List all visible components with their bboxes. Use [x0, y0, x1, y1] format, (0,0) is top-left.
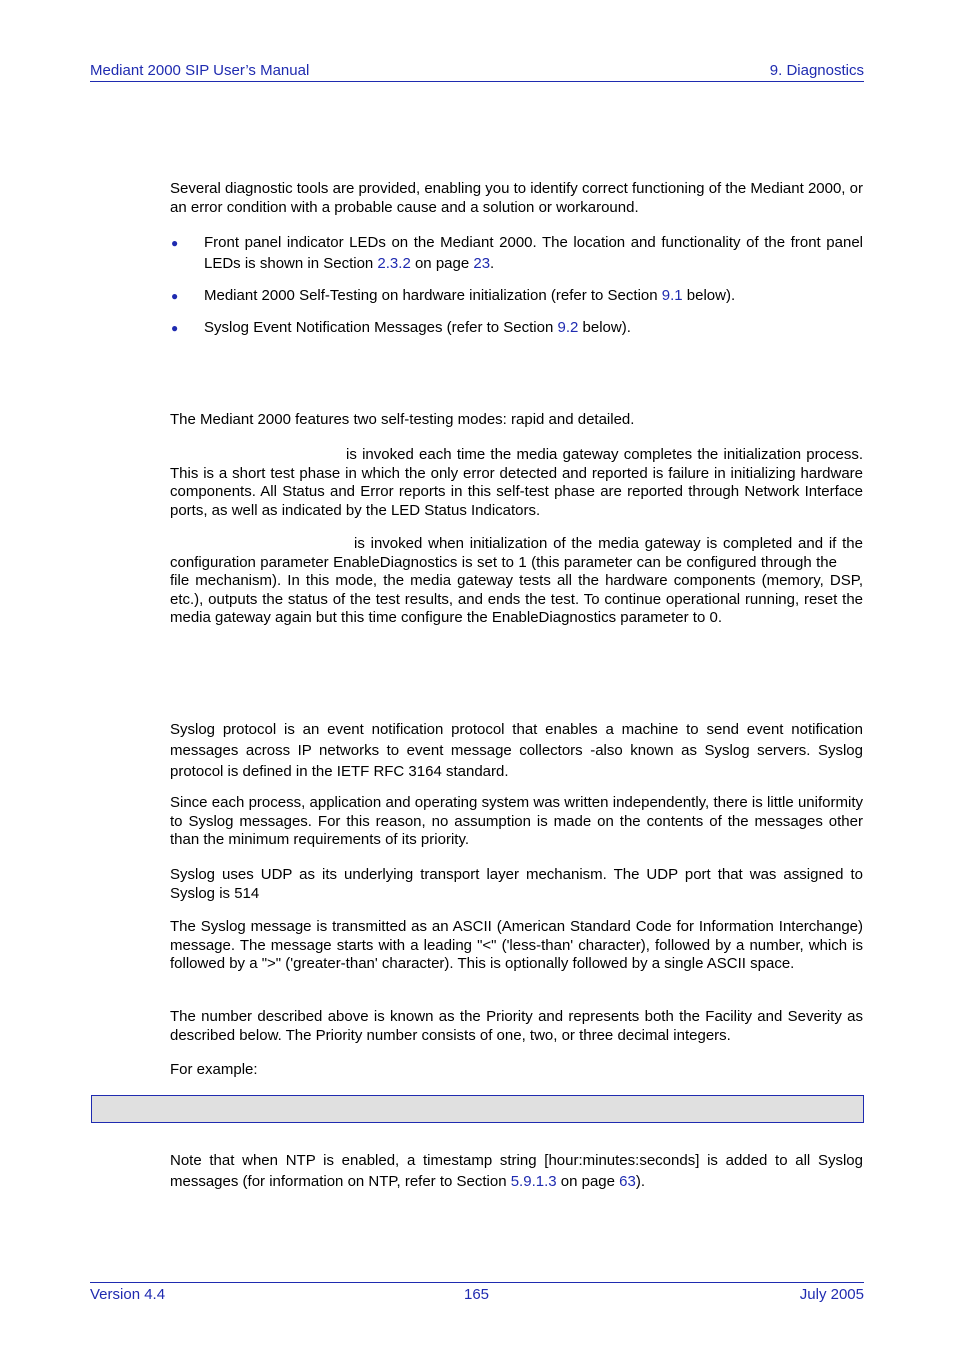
- footer-page-number: 165: [464, 1286, 490, 1303]
- page-footer: [90, 1282, 864, 1303]
- bullet-icon: ●: [171, 321, 179, 335]
- section-link[interactable]: 9.1: [661, 287, 683, 304]
- rapid-test-paragraph: is invoked each time the media gateway completes the initialization process. This is a short test phase in which the only error detected and reported is failure in initializing hardware components. All Status and Error reports in this self-test phase are reported through Network Interface ports, as well as indicated by the LED Status Indicators.: [170, 446, 863, 519]
- syslog-paragraph: Syslog uses UDP as its underlying transport layer mechanism. The UDP port that was assigned to Syslog is 514: [170, 866, 863, 902]
- page-link[interactable]: 23: [473, 255, 491, 272]
- header-chapter: 9. Diagnostics: [769, 62, 864, 79]
- syslog-paragraph: The Syslog message is transmitted as an ASCII (American Standard Code for Information Interchange) message. The message starts with a leading "<" ('less-than' character), followed by a number, which is followed by a ">" ('greater-than' character). This is optionally followed by a single ASCII space.: [170, 918, 863, 972]
- intro-paragraph: Several diagnostic tools are provided, enabling you to identify correct functioning of the Mediant 2000, or an error condition with a probable cause and a solution or workaround.: [170, 180, 863, 216]
- ntp-note: Note that when NTP is enabled, a timestamp string [hour:minutes:seconds] is added to all Syslog messages (for information on NTP, refer to Section 5.9.1.3 on page 63).: [170, 1152, 863, 1190]
- list-item: Syslog Event Notification Messages (refer to Section 9.2 below).: [204, 319, 631, 336]
- footer-date: July 2005: [799, 1286, 864, 1303]
- syslog-paragraph: The number described above is known as the Priority and represents both the Facility and Severity as described below. The Priority number consists of one, two, or three decimal integers.: [170, 1008, 863, 1044]
- example-code-box: [91, 1095, 864, 1123]
- footer-version: Version 4.4: [90, 1286, 166, 1303]
- syslog-paragraph: Since each process, application and operating system was written independently, there is little uniformity to Syslog messages. For this reason, no assumption is made on the contents of the messages other than the minimum requirements of its priority.: [170, 794, 863, 848]
- header-title: Mediant 2000 SIP User’s Manual: [90, 62, 310, 79]
- page-link[interactable]: 63: [619, 1173, 636, 1190]
- section-link[interactable]: 5.9.1.3: [510, 1173, 557, 1190]
- section-link[interactable]: 2.3.2: [377, 255, 411, 272]
- list-item: Front panel indicator LEDs on the Mediant 2000. The location and functionality of the front panel LEDs is shown in Section 2.3.2 on page 23.: [204, 234, 863, 272]
- list-item: Mediant 2000 Self-Testing on hardware initialization (refer to Section 9.1 below).: [204, 287, 736, 304]
- selftest-intro: The Mediant 2000 features two self-testing modes: rapid and detailed.: [170, 411, 635, 428]
- bullet-icon: ●: [171, 236, 179, 250]
- syslog-paragraph: Syslog protocol is an event notification protocol that enables a machine to send event notification messages across IP networks to event message collectors -also known as Syslog servers. Syslog protocol is defined in the IETF RFC 3164 standard.: [170, 721, 863, 780]
- section-link[interactable]: 9.2: [557, 319, 579, 336]
- detailed-test-paragraph: is invoked when initialization of the media gateway is completed and if the configuration parameter EnableDiagnostics is set to 1 (this parameter can be configured through thefile mechanism). In this mode, the media gateway tests all the hardware components (memory, DSP, etc.), outputs the status of the test results, and ends the test. To continue operational running, reset the media gateway again but this time configure the EnableDiagnostics parameter to 0.: [170, 535, 863, 626]
- syslog-paragraph: For example:: [170, 1061, 258, 1078]
- bullet-icon: ●: [171, 289, 179, 303]
- page-header: [90, 60, 864, 82]
